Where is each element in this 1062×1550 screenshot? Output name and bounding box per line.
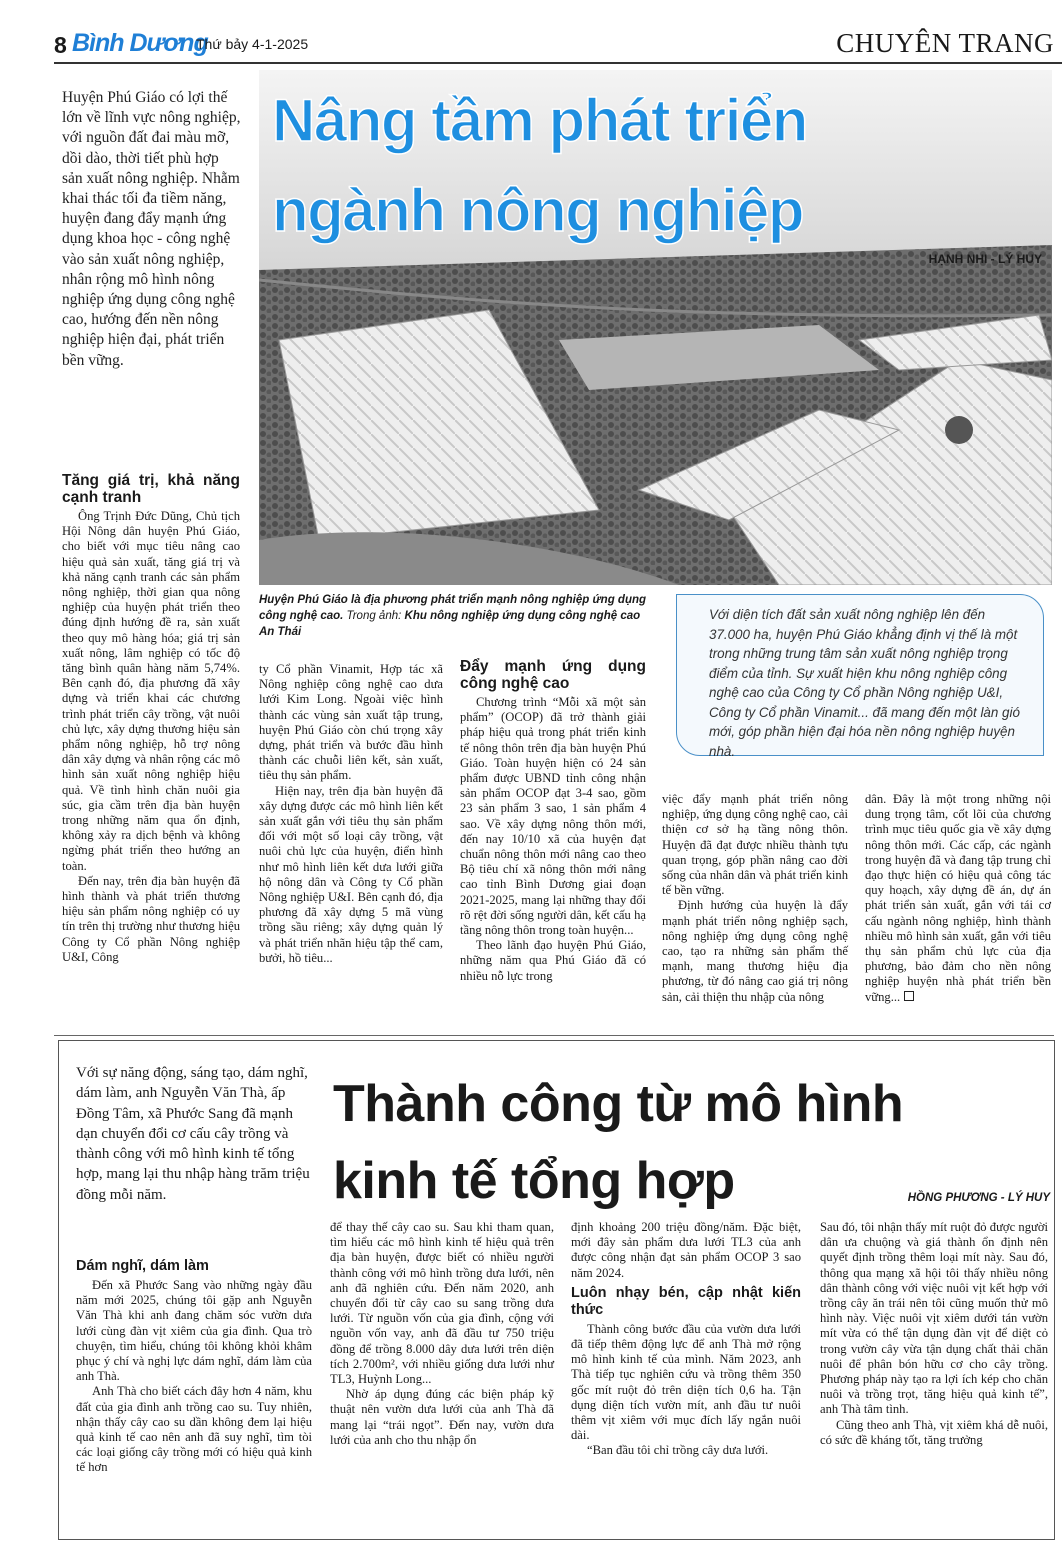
- page-number: 8: [54, 32, 67, 58]
- article1-paragraph: Ông Trịnh Đức Dũng, Chủ tịch Hội Nông dân huyện Phú Giáo, cho biết với mục tiêu nâng cao hiệu quả sản xuất, tăng giá trị và khả năng cạnh tranh các sản phẩm nông nghiệp, thời gian qua nông nghiệp của huyện phát triển theo đúng định hướng đề ra, sản xuất theo quy mô hàng hóa; giá trị sản xuất nông, lâm nghiệp có tốc độ tăng bình quân hàng năm 5,74%. Bên cạnh đó, địa phương đã xây dựng và triển khai các chương trình phát triển cây trồng, vật nuôi chủ lực, xây dựng thương hiệu sản phẩm nông nghiệp, hỗ trợ nông dân xây dựng và nhân rộng các mô hình sản xuất nông nghiệp hiệu quả. Về tình hình chăn nuôi gia súc, gia cầm trên địa bàn huyện trong những năm qua ổn định, không xảy ra dịch bệnh và không ngừng phát triển theo hướng an toàn.: [62, 509, 240, 873]
- article1-paragraph: Định hướng của huyện là đẩy mạnh phát triển nông nghiệp sạch, nông nghiệp ứng dụng công nghệ cao, tạo ra những sản phẩm thế mạnh, mang thương hiệu địa phương, từ đó nâng cao giá trị nông sản, cải thiện thu nhập của nông: [662, 898, 848, 1004]
- newspaper-logo: Bình Dương: [72, 29, 208, 57]
- article2-paragraph: để thay thế cây cao su. Sau khi tham quan, tìm hiểu các mô hình kinh tế hiệu quả trên địa bàn huyện, được biết có nhiều người thành công với mô hình trồng dưa lưới, nên anh đã nghiên cứu. Đến năm 2020, anh chuyển đổi từ cây cao su sang trồng dưa lưới. Từ nguồn vốn của gia đình, cộng với nguồn vốn vay, anh đã đầu tư 750 triệu đồng để trồng 8.000 dây dưa lưới trên diện tích 2.700m², với nhiều giống dưa lưới như TL3, Huỳnh Long...: [330, 1220, 554, 1387]
- end-mark-icon: [904, 991, 914, 1001]
- article1-lead: Huyện Phú Giáo có lợi thế lớn về lĩnh vực nông nghiệp, với nguồn đất đai màu mỡ, dồi dào, thời tiết phù hợp sản xuất nông nghiệp. Nhằm khai thác tối đa tiềm năng, huyện đang đẩy mạnh ứng dụng khoa học - công nghệ vào sản xuất nông nghiệp, nhân rộng mô hình nông nghiệp ứng dụng công nghệ cao, hướng đến nền nông nghiệp hiện đại, phát triển bền vững.: [62, 89, 241, 369]
- article2-paragraph: Anh Thà cho biết cách đây hơn 4 năm, khu đất của gia đình anh trồng cao su. Tuy nhiên, nhận thấy cây cao su dần không đem lại hiệu quả kinh tế cao nên anh đã suy nghĩ, tìm tòi các loại giống cây trồng mới có hiệu quả kinh tế hơn: [76, 1384, 312, 1475]
- article1-column-3: [460, 654, 646, 984]
- article2-paragraph: Sau đó, tôi nhận thấy mít ruột đỏ được người dân ưa chuộng và giá thành ổn định nên quyết định trồng thêm loại mít này. Sau đó, thông qua mạng xã hội tôi thấy nhiều nông dân thành công với việc nuôi vịt kết hợp với trồng cây ăn trái nên tôi cũng muốn thử mô hình này. Việc nuôi vịt xiêm dưới tán vườn mít vừa có thể tận dụng đàn vịt để diệt cỏ trong vườn cây vừa tận dụng chất thải chăn nuôi để phân bón hữu cơ cho cây trồng. Phương pháp này tạo ra lợi ích kép cho chăn nuôi và trồng trọt, tăng hiệu quả kinh tế”, anh Thà tâm tình.: [820, 1220, 1048, 1417]
- article1-title: [272, 76, 972, 256]
- article2-column-2: [330, 1220, 554, 1448]
- article1-column-5: [865, 792, 1051, 1005]
- article2-byline: HỒNG PHƯƠNG - LÝ HUY: [907, 1192, 1050, 1204]
- article1-paragraph: việc đẩy mạnh phát triển nông nghiệp, ứng dụng công nghệ cao, cải thiện cơ sở hạ tầng nông thôn. Huyện đã đạt được nhiều thành tựu quan trọng, góp phần nâng cao đời sống của nhân dân và phát triển kinh tế bền vững.: [662, 792, 848, 898]
- article2-column-3: [571, 1220, 801, 1459]
- article1-paragraph: ty Cổ phần Vinamit, Hợp tác xã Nông nghiệp công nghệ cao dưa lưới Kim Long. Ngoài việc hình thành các vùng sản xuất tập trung, huyện Phú Giáo còn chú trọng xây dựng, phát triển và bước đầu hình thành các chuỗi liên kết, sản xuất, tiêu thụ sản phẩm.: [259, 662, 443, 783]
- article2-paragraph: định khoảng 200 triệu đồng/năm. Đặc biệt, mới đây sản phẩm dưa lưới TL3 của anh được công nhận đạt sản phẩm OCOP 3 sao năm 2024.: [571, 1220, 801, 1280]
- photo-caption: [259, 592, 654, 640]
- article1-paragraph: [865, 792, 1051, 1005]
- article2-column-1: [76, 1254, 312, 1476]
- article2-subheading-1: Dám nghĩ, dám làm: [76, 1258, 209, 1274]
- article2-subheading-2: Luôn nhạy bén, cập nhật kiến thức: [571, 1284, 801, 1318]
- section-title: CHUYÊN TRANG: [836, 28, 1054, 58]
- article2-paragraph: Nhờ áp dụng đúng các biện pháp kỹ thuật nên vườn dưa lưới của anh Thà đã mang lại “trái ngọt”. Đến nay, vườn dưa lưới của anh cho thu nhập ổn: [330, 1387, 554, 1447]
- article1-subheading-1: Tăng giá trị, khả năng cạnh tranh: [62, 472, 240, 506]
- issue-date: Thứ bảy 4-1-2025: [196, 36, 309, 52]
- article1-paragraph: Theo lãnh đạo huyện Phú Giáo, những năm qua Phú Giáo đã có nhiều nỗ lực trong: [460, 938, 646, 983]
- article1-column-2: [259, 662, 443, 966]
- article1-paragraph: Đến nay, trên địa bàn huyện đã hình thành và phát triển thương hiệu sản phẩm nông nghiệp có uy tín trên thị trường như thương hiệu Công ty Cổ phần Nông nghiệp U&I, Công: [62, 873, 240, 964]
- masthead-rule: [54, 62, 1062, 64]
- article1-title-line2: ngành nông nghiệp: [272, 177, 804, 244]
- article1-subheading-2: Đẩy mạnh ứng dụng công nghệ cao: [460, 658, 646, 692]
- article1-paragraph: Chương trình “Mỗi xã một sản phẩm” (OCOP) đã trở thành giải pháp hiệu quả trong phát triển kinh tế nông thôn trên địa bàn huyện Phú Giáo. Toàn huyện hiện có 24 sản phẩm được UBND tỉnh công nhận sản phẩm OCOP đạt 3-4 sao, gồm 23 sản phẩm 3 sao, 1 sản phẩm 4 sao. Về xây dựng nông thôn mới, đến nay 10/10 xã của huyện đạt chuẩn nông thôn mới nâng cao theo Bộ tiêu chí xã nông thôn mới nâng cao tỉnh Bình Dương giai đoạn 2021-2025, mang lại những thay đổi rõ rệt đời sống người dân, kết cấu hạ tầng nông thôn trong toàn huyện...: [460, 695, 646, 938]
- article2-title-line2: kinh tế tổng hợp: [333, 1152, 735, 1210]
- article1-title-line1: Nâng tầm phát triển: [272, 87, 807, 154]
- article2-paragraph: Đến xã Phước Sang vào những ngày đầu năm mới 2025, chúng tôi gặp anh Nguyễn Văn Thà khi anh đang chăm sóc vườn dưa lưới cùng đàn vịt xiêm của gia đình. Qua trò chuyện, tìm hiểu, chúng tôi không khỏi khâm phục ý chí và nghị lực dám nghĩ, dám làm của anh Thà.: [76, 1278, 312, 1384]
- article2-paragraph: “Ban đầu tôi chỉ trồng cây dưa lưới.: [587, 1443, 769, 1458]
- article1-column-1: [62, 468, 240, 965]
- article-divider: [54, 1035, 1054, 1036]
- article1-paragraph: Hiện nay, trên địa bàn huyện đã xây dựng được các mô hình liên kết sản xuất gắn với tiêu thụ sản phẩm đối với một số loại cây trồng, vật nuôi chủ lực của huyện, điển hình như mô hình liên kết dưa lưới giữa hộ nông dân và Công ty Cổ phần Nông nghiệp U&I. Bên cạnh đó, địa phương đã xây dựng 5 mã vùng trồng sầu riêng; xây dựng quản lý và phát triển nhãn hiệu tập thể cam, bưởi, hồ tiêu...: [259, 783, 443, 965]
- article2-paragraph: Thành công bước đầu của vườn dưa lưới đã tiếp thêm động lực để anh Thà mở rộng mô hình kinh tế của mình. Năm 2023, anh Thà tiếp tục nghiên cứu và trồng thêm 350 gốc mít ruột đỏ trên diện tích 0,6 ha. Tận dụng diện tích vườn mít, anh đầu tư nuôi thêm vịt xiêm với mục đích lấy ngắn nuôi dài.: [571, 1321, 801, 1443]
- article2-title-line1: Thành công từ mô hình: [333, 1075, 904, 1133]
- caption-bold: Huyện Phú Giáo là địa phương phát triển mạnh nông nghiệp ứng dụng công nghệ cao.: [259, 594, 647, 622]
- article1-closing-text: dân. Đây là một trong những nội dung trọng tâm, cốt lõi của chương trình mục tiêu quốc gia về xây dựng nông thôn mới. Các cấp, các ngành trong huyện đã và đang tập trung chỉ đạo thực hiện có hiệu quả công tác quy hoạch, xây dựng đề án, dự án phát triển sản xuất, gắn với tái cơ cấu ngành nông nghiệp, hình thành nhiều mô hình sản xuất, gắn với tiêu thụ sản phẩm chủ lực của địa phương, bảo đảm cho nền nông nghiệp huyện nhà phát triển bền vững...: [865, 792, 1051, 1004]
- article2-lead: Với sự năng động, sáng tạo, dám nghĩ, dám làm, anh Nguyễn Văn Thà, ấp Đồng Tâm, xã Phước Sang đã mạnh dạn chuyển đổi cơ cấu cây trồng và thành công với mô hình kinh tế tổng hợp, mang lại thu nhập hàng trăm triệu đồng mỗi năm.: [76, 1065, 310, 1203]
- caption-normal: Trong ảnh:: [346, 610, 402, 622]
- article2-paragraph: Cũng theo anh Thà, vịt xiêm khá dễ nuôi, có sức đề kháng tốt, tăng trưởng: [820, 1417, 1048, 1447]
- article2-column-4: [820, 1220, 1048, 1448]
- caption-bold-2: Khu nông nghiệp ứng dụng công nghệ cao An Thái: [259, 610, 641, 638]
- pull-quote: Với diện tích đất sản xuất nông nghiệp lên đến 37.000 ha, huyện Phú Giáo khẳng định vị thế là một trong những trung tâm sản xuất nông nghiệp trọng điểm của tỉnh. Sự xuất hiện khu nông nghiệp công nghệ cao của Công ty Cổ phần Nông nghiệp U&I, Công ty Cổ phần Vinamit... đã mang đến một làn gió mới, góp phần hiện đại hóa nền nông nghiệp huyện nhà.: [676, 594, 1044, 756]
- article1-column-4: [662, 792, 848, 1005]
- article1-byline: HẠNH NHI - LÝ HUY: [928, 252, 1042, 266]
